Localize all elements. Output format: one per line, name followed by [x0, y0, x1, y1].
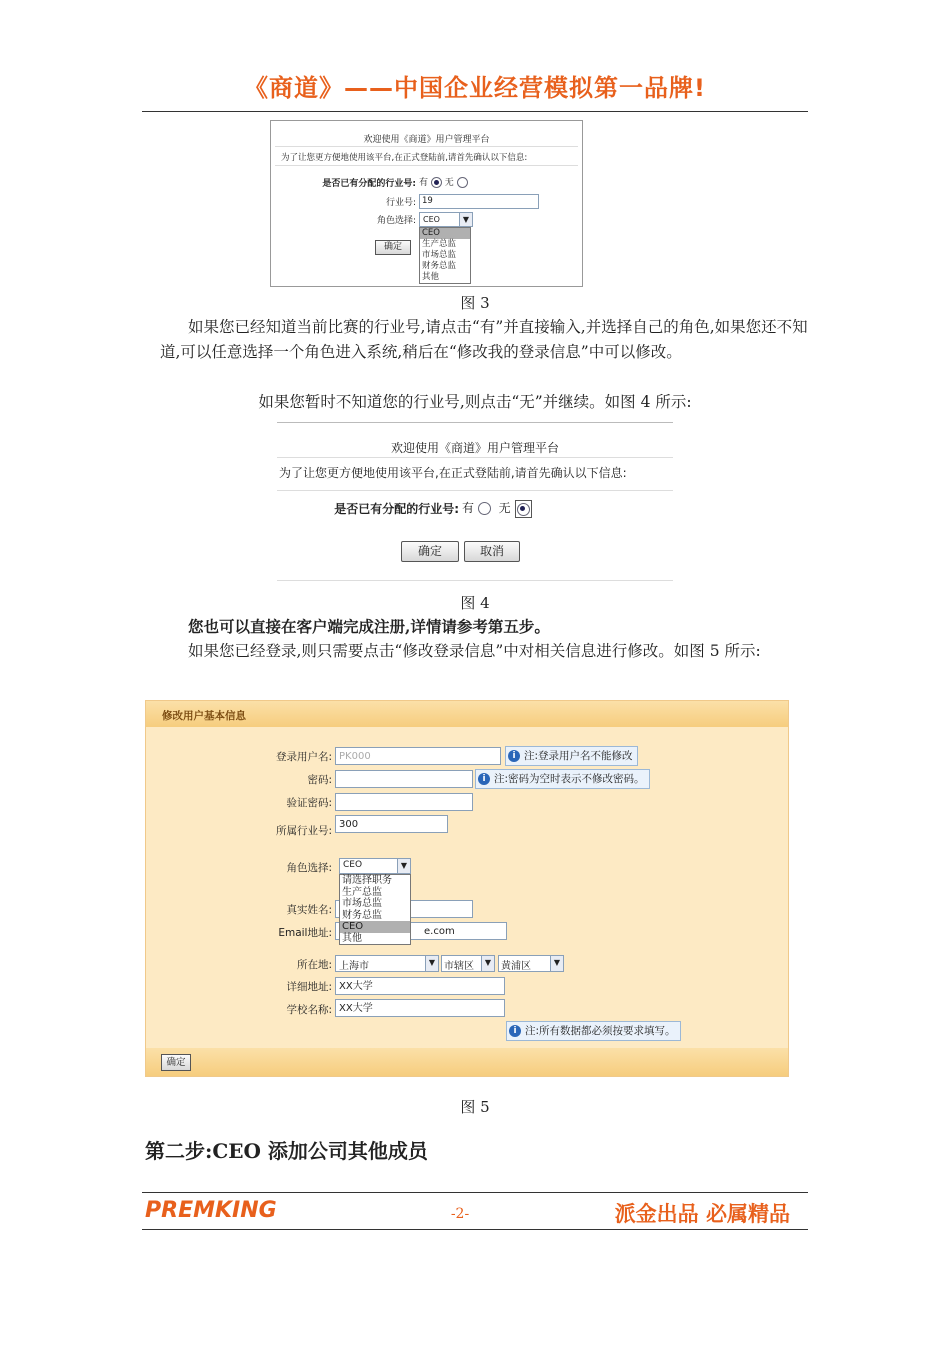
list-item[interactable]: 市场总监 — [422, 250, 457, 260]
chevron-down-icon: ▼ — [459, 213, 472, 226]
fig4-divider-2 — [277, 490, 673, 491]
footer-page-number: -2- — [450, 1206, 470, 1222]
fig3-welcome: 欢迎使用《商道》用户管理平台 — [363, 135, 490, 145]
fig5-school-label: 学校名称: — [286, 1004, 332, 1016]
fig4-intro: 为了让您更方便地使用该平台,在正式登陆前,请首先确认以下信息: — [279, 466, 627, 480]
paragraph-1: 如果您已经知道当前比赛的行业号,请点击“有”并直接输入,并选择自己的角色,如果您还不知道,可以任意选择一个角色进入系统,稍后在“修改我的登录信息”中可以修改。 — [160, 318, 808, 361]
fig4-no-label: 无 — [498, 501, 511, 515]
list-item[interactable]: CEO — [420, 228, 470, 239]
fig5-username-note-text: 注:登录用户名不能修改 — [524, 750, 633, 762]
fig5-username-label: 登录用户名: — [275, 751, 332, 763]
list-item[interactable]: 其他 — [342, 932, 362, 944]
fig5-role-label: 角色选择: — [286, 862, 332, 874]
fig4-yes-label: 有 — [462, 501, 475, 515]
figure-4-caption: 图 4 — [460, 594, 490, 612]
fig3-yes-label: 有 — [419, 178, 429, 188]
fig5-location-label: 所在地: — [296, 959, 332, 971]
fig5-header-bar — [146, 701, 788, 727]
figure-3-screenshot — [270, 120, 583, 287]
figure-3-caption: 图 3 — [460, 294, 490, 312]
fig4-question: 是否已有分配的行业号: — [334, 502, 459, 516]
fig5-password-label: 密码: — [307, 774, 332, 786]
figure-5-screenshot — [145, 700, 789, 1077]
fig5-industry-input[interactable]: 300 — [335, 815, 448, 833]
fig5-footer-note — [506, 1021, 681, 1041]
fig5-district-select[interactable] — [498, 955, 564, 972]
figure-5-caption: 图 5 — [460, 1098, 490, 1116]
figure-4-screenshot — [277, 422, 673, 582]
fig5-password-input[interactable] — [335, 770, 473, 788]
list-item[interactable]: 请选择职务 — [342, 875, 392, 886]
fig4-bottom-rule — [277, 580, 673, 581]
fig5-footer-bar — [146, 1048, 788, 1076]
footer-brand: PREMKING — [145, 1198, 277, 1223]
paragraph-2: 如果您暂时不知道您的行业号,则点击“无”并继续。如图 4 所示: — [258, 393, 692, 411]
fig3-question: 是否已有分配的行业号: — [322, 179, 416, 189]
fig5-username-note — [505, 746, 638, 766]
chevron-down-icon: ▼ — [397, 859, 410, 873]
fig3-industry-label: 行业号: — [385, 198, 416, 208]
list-item[interactable]: 生产总监 — [422, 239, 457, 249]
fig4-divider — [277, 457, 673, 458]
fig4-cancel-button[interactable]: 取消 — [464, 541, 520, 562]
fig3-no-radio[interactable] — [457, 177, 468, 188]
chevron-down-icon: ▼ — [481, 956, 494, 971]
fig5-city-value: 上海市 — [339, 961, 369, 972]
footer-top-rule — [142, 1192, 808, 1193]
chevron-down-icon: ▼ — [550, 956, 563, 971]
paragraph-4: 如果您已经登录,则只需要点击“修改登录信息”中对相关信息进行修改。如图 5 所示: — [188, 642, 761, 660]
fig3-role-select[interactable] — [419, 212, 473, 227]
fig4-welcome: 欢迎使用《商道》用户管理平台 — [390, 441, 559, 455]
fig5-username-input[interactable]: PK000 — [335, 747, 501, 765]
fig3-yes-radio[interactable] — [431, 177, 442, 188]
fig5-email-value: e.com — [424, 926, 455, 937]
paragraph-3: 您也可以直接在客户端完成注册,详情请参考第五步。 — [188, 617, 550, 636]
fig5-confirm-pw-input[interactable] — [335, 793, 473, 811]
fig4-no-radio-focus — [515, 500, 532, 518]
fig5-district-value: 黄浦区 — [501, 961, 531, 972]
fig3-role-value: CEO — [423, 215, 440, 224]
fig5-realname-label: 真实姓名: — [286, 904, 332, 916]
fig5-district-type-value: 市辖区 — [444, 961, 474, 972]
fig5-email-label: Email地址: — [278, 927, 332, 939]
fig3-role-dropdown[interactable] — [419, 227, 471, 284]
step-heading: 第二步:CEO 添加公司其他成员 — [145, 1139, 428, 1163]
fig3-industry-input[interactable]: 19 — [419, 194, 539, 209]
footer-slogan: 派金出品 必属精品 — [614, 1202, 790, 1226]
list-item[interactable]: 市场总监 — [342, 898, 382, 909]
info-icon: i — [508, 750, 520, 762]
fig4-confirm-button[interactable]: 确定 — [401, 541, 459, 562]
fig5-confirm-pw-label: 验证密码: — [286, 797, 332, 809]
fig5-role-dropdown[interactable] — [339, 874, 411, 945]
fig3-role-label: 角色选择: — [376, 216, 416, 226]
fig5-header-title: 修改用户基本信息 — [162, 710, 246, 722]
list-item[interactable]: 其他 — [422, 272, 440, 282]
chevron-down-icon: ▼ — [425, 956, 438, 971]
fig3-divider-2 — [275, 165, 578, 166]
info-icon: i — [509, 1025, 521, 1037]
fig5-address-input[interactable]: XX大学 — [335, 977, 505, 995]
fig5-password-note-text: 注:密码为空时表示不修改密码。 — [494, 773, 645, 785]
fig5-role-value: CEO — [343, 860, 363, 870]
fig3-radio-group — [419, 175, 468, 188]
fig5-password-note — [475, 769, 650, 789]
info-icon: i — [478, 773, 490, 785]
header-title: 《商道》——中国企业经营模拟第一品牌! — [244, 74, 706, 102]
fig3-divider — [275, 146, 578, 147]
fig5-industry-label: 所属行业号: — [275, 825, 332, 837]
fig3-no-label: 无 — [444, 178, 454, 188]
fig5-city-select[interactable] — [335, 955, 439, 972]
fig5-address-label: 详细地址: — [286, 981, 332, 993]
fig5-confirm-button[interactable]: 确定 — [161, 1054, 191, 1071]
fig5-school-input[interactable]: XX大学 — [335, 999, 505, 1017]
list-item[interactable]: 财务总监 — [422, 261, 457, 271]
fig3-confirm-button[interactable]: 确定 — [375, 240, 411, 255]
fig4-no-radio[interactable] — [517, 503, 530, 516]
list-item[interactable]: 财务总监 — [342, 909, 382, 921]
fig5-role-select[interactable] — [339, 858, 411, 874]
header-rule — [142, 111, 808, 112]
list-item[interactable]: CEO — [340, 921, 410, 933]
fig5-footer-note-text: 注:所有数据都必须按要求填写。 — [525, 1025, 676, 1037]
fig3-intro: 为了让您更方便地使用该平台,在正式登陆前,请首先确认以下信息: — [281, 153, 528, 163]
list-item[interactable]: 生产总监 — [342, 886, 382, 898]
fig4-radio-group — [462, 499, 532, 518]
fig5-district-type-select[interactable] — [441, 955, 495, 972]
fig4-top-rule — [277, 422, 673, 423]
fig4-yes-radio[interactable] — [478, 502, 491, 515]
footer-bottom-rule — [142, 1229, 808, 1230]
